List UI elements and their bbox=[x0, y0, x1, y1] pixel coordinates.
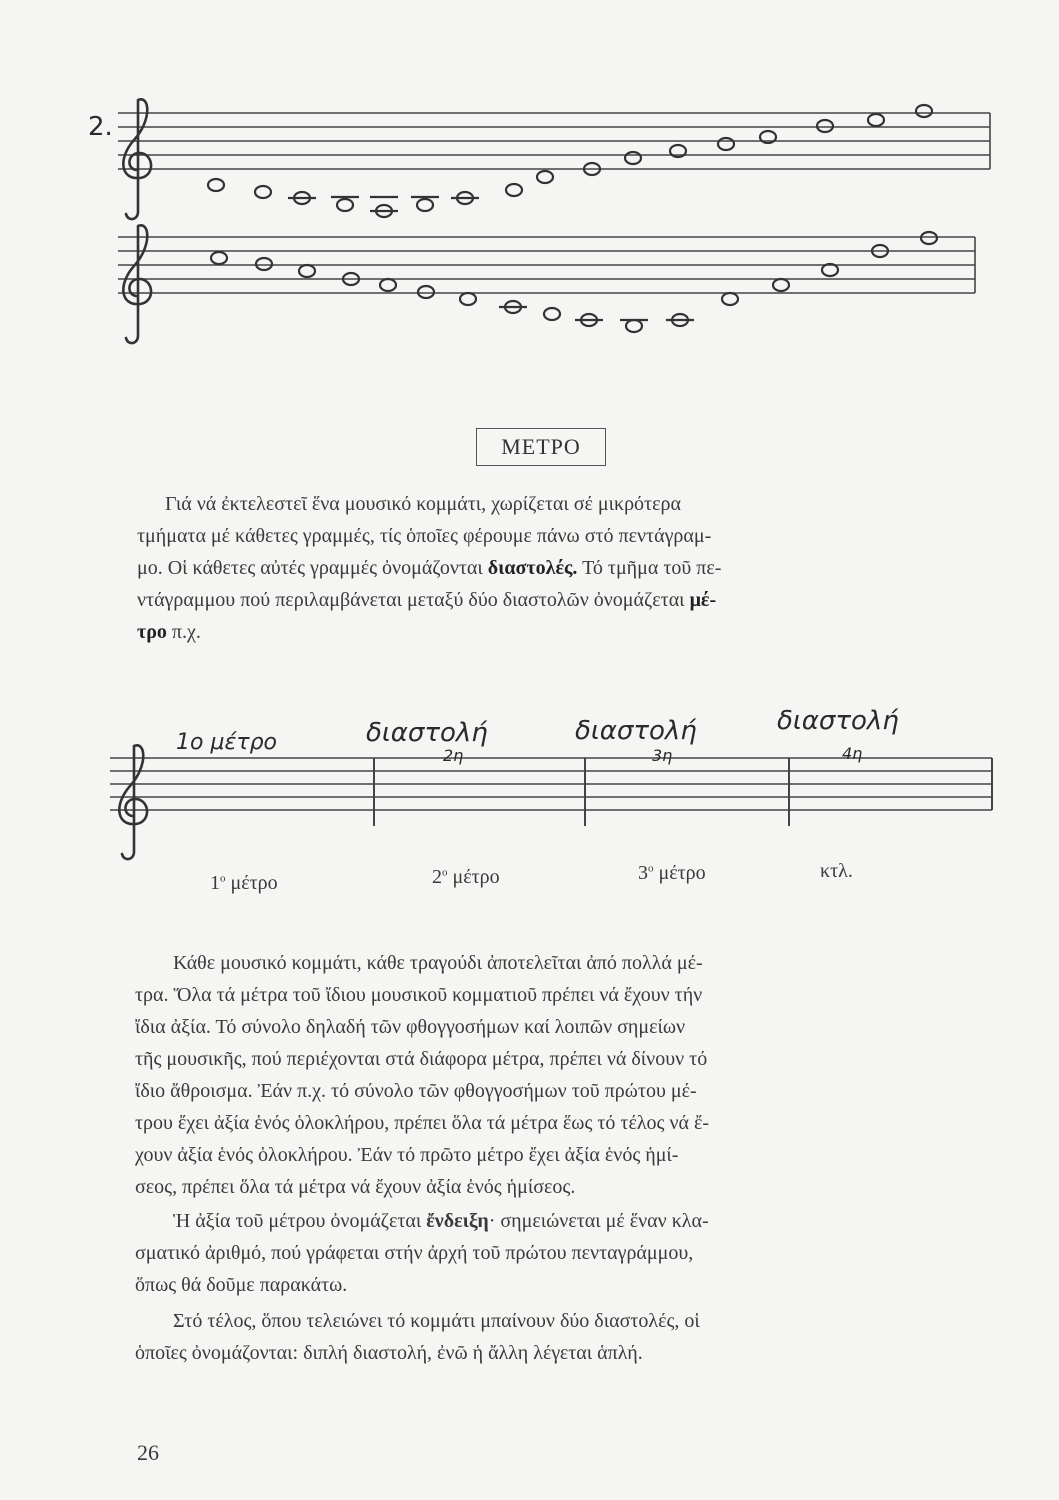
caption-measure-2: $2^o$ μέτρο bbox=[432, 866, 500, 888]
body-p1-line-2: τρα. Ὅλα τά μέτρα τοῦ ἴδιου μουσικοῦ κομματιοῦ πρέπει νά ἔχουν τήν bbox=[135, 984, 703, 1006]
body-p1-line-7: χουν ἀξία ἑνός ὁλοκλήρου. Ἐάν τό πρῶτο μέτρο ἔχει ἀξία ἑνός ἡμί- bbox=[135, 1144, 679, 1166]
treble-clef-icon bbox=[123, 99, 151, 219]
staff-2 bbox=[118, 237, 975, 293]
page-number: 26 bbox=[137, 1440, 159, 1465]
handwritten-barline-3: διαστολή bbox=[777, 706, 899, 736]
intro-line-3: μο. Οἱ κάθετες αὐτές γραμμές ὀνομάζονται διαστολές. Τό τμῆμα τοῦ πε- bbox=[137, 557, 722, 579]
intro-line-5: τρο π.χ. bbox=[137, 621, 201, 643]
handwritten-barline-1: διαστολή bbox=[366, 718, 488, 748]
body-p3-line-1: Στό τέλος, ὅπου τελειώνει τό κομμάτι μπαίνουν δύο διαστολές, οἱ bbox=[173, 1310, 700, 1332]
staff-2-notes bbox=[211, 232, 937, 332]
handwritten-barline-2: διαστολή bbox=[575, 716, 697, 746]
body-p1-line-1: Κάθε μουσικό κομμάτι, κάθε τραγούδι ἀποτελεῖται ἀπό πολλά μέ- bbox=[173, 952, 703, 974]
caption-measure-1: $1^o$ μέτρο bbox=[210, 872, 278, 894]
body-p2-line-2: σματικό ἀριθμό, πού γράφεται στήν ἀρχή τοῦ πρώτου πενταγράμμου, bbox=[135, 1242, 694, 1264]
handwritten-first-measure: 1ο μέτρο bbox=[176, 730, 278, 755]
body-p1-line-5: ἴδιο ἄθροισμα. Ἐάν π.χ. τό σύνολο τῶν φθογγοσήμων τοῦ πρώτου μέ- bbox=[135, 1080, 697, 1102]
body-p1-line-6: τρου ἔχει ἀξία ἑνός ὁλοκλήρου, πρέπει ὅλα τά μέτρα ἕως τό τέλος νά ἔ- bbox=[135, 1112, 710, 1134]
handwritten-barline-3-num: 4η bbox=[842, 744, 863, 763]
intro-line-4: ντάγραμμου πού περιλαμβάνεται μεταξύ δύο διαστολῶν ὀνομάζεται μέ- bbox=[137, 589, 717, 611]
treble-clef-icon bbox=[123, 225, 151, 343]
section-title: ΜΕΤΡΟ bbox=[476, 428, 606, 466]
exercise-number: 2. bbox=[88, 112, 113, 142]
body-p1-line-4: τῆς μουσικῆς, πού περιέχονται στά διάφορα μέτρα, πρέπει νά δίνουν τό bbox=[135, 1048, 708, 1070]
term-diastoles: διαστολές. bbox=[487, 557, 578, 579]
body-p2-line-1: Ἡ ἀξία τοῦ μέτρου ὀνομάζεται ἔνδειξη· σημειώνεται μέ ἕναν κλα- bbox=[173, 1210, 709, 1232]
body-p1-line-8: σεος, πρέπει ὅλα τά μέτρα νά ἔχουν ἀξία ἑνός ἡμίσεος. bbox=[135, 1176, 576, 1198]
staff-1-notes bbox=[208, 105, 932, 217]
body-p3-line-2: ὁποῖες ὀνομάζονται: διπλή διαστολή, ἐνῶ ἡ ἄλλη λέγεται ἁπλή. bbox=[135, 1342, 643, 1364]
handwritten-barline-2-num: 3η bbox=[652, 746, 673, 765]
caption-etc: κτλ. bbox=[820, 860, 853, 882]
term-metro: μέ- bbox=[689, 589, 717, 611]
intro-line-1: Γιά νά ἐκτελεστεῖ ἕνα μουσικό κομμάτι, χωρίζεται σέ μικρότερα bbox=[165, 493, 681, 515]
staff-3 bbox=[110, 758, 992, 826]
treble-clef-icon bbox=[119, 745, 147, 859]
handwritten-barline-1-num: 2η bbox=[443, 746, 464, 765]
term-endeixi: ἔνδειξη bbox=[426, 1210, 489, 1232]
staff-1 bbox=[118, 113, 990, 169]
body-p2-line-3: ὅπως θά δοῦμε παρακάτω. bbox=[135, 1274, 348, 1296]
body-text bbox=[135, 952, 995, 1392]
body-p1-line-3: ἴδια ἀξία. Τό σύνολο δηλαδή τῶν φθογγοσήμων καί λοιπῶν σημείων bbox=[135, 1016, 686, 1038]
caption-measure-3: $3^o$ μέτρο bbox=[638, 862, 706, 884]
intro-line-2: τμήματα μέ κάθετες γραμμές, τίς ὁποῖες φέρουμε πάνω στό πεντάγραμ- bbox=[137, 525, 712, 547]
